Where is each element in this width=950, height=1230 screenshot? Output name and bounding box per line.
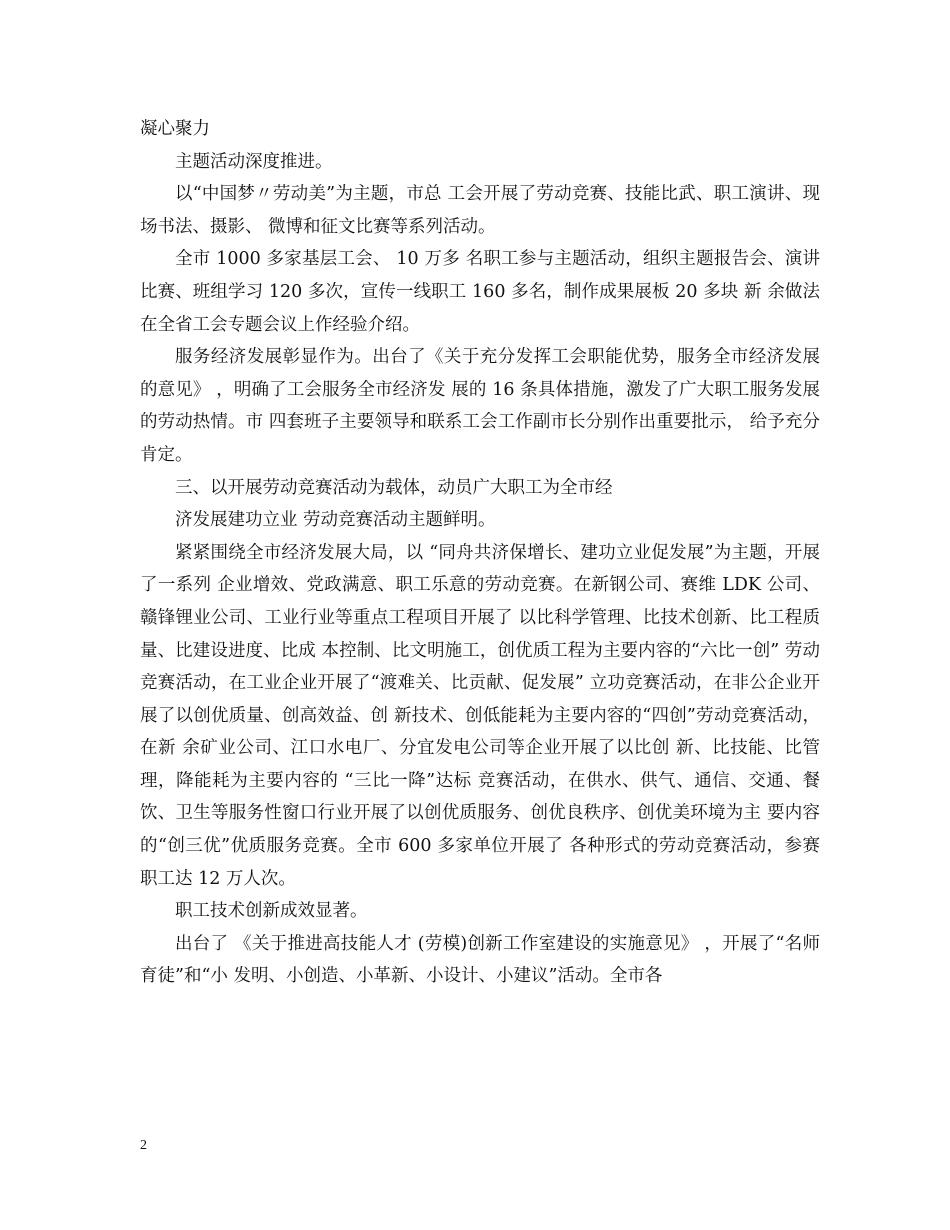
paragraph-2: 主题活动深度推进。 [175,151,333,172]
paragraph-3: 以“中国梦〃劳动美”为主题，市总 工会开展了劳动竞赛、技能比武、职工演讲、现场书法、摄影、 微博和征文比赛等系列活动。 [140,184,820,237]
paragraph-9: 职工技术创新成效显著。 [175,901,368,922]
paragraph-6: 三、以开展劳动竞赛活动为载体，动员广大职工为全市经 [175,477,613,498]
paragraph-8: 紧紧围绕全市经济发展大局，以 “同舟共济保增长、建功立业促发展”为主题，开展了一系列 企业增效、党政满意、职工乐意的劳动竞赛。在新钢公司、赛维 LDK 公司、赣锋锂业公司、工业行业等重点工程项目开展了 以比科学管理、比技术创新、比工程质量、比建设进度、比成 本控制、比文明施工，创优质工程为主要内容的“六比一创” 劳动竞赛活动，在工业企业开展了“渡难关、比贡献、促发展” 立功竞赛活动，在非公企业开展了以创优质量、创高效益、创 新技术、创低能耗为主要内容的“四创”劳动竞赛活动，在新 余矿业公司、江口水电厂、分宜发电公司等企业开展了以比创 新、比技能、比管理，降能耗为主要内容的 “三比一降”达标 竞赛活动，在供水、供气、通信、交通、餐饮、卫生等服务性窗口行业开展了以创优质服务、创优良秩序、创优美环境为主 要内容的“创三优”优质服务竞赛。全市 600 多家单位开展了 各种形式的劳动竞赛活动，参赛职工达 12 万人次。 [140,542,820,889]
paragraph-10: 出台了 《关于推进高技能人才 (劳模)创新工作室建设的实施意见》 ，开展了“名师育徒”和“小 发明、小创造、小革新、小设计、小建议”活动。全市各 [140,933,820,987]
paragraph-5: 服务经济发展彰显作为。出台了《关于充分发挥工会职能优势，服务全市经济发展的意见》 ，明确了工会服务全市经济发 展的 16 条具体措施，激发了广大职工服务发展的劳动热情。市 四套班子主要领导和联系工会工作副市长分别作出重要批示， 给予充分肯定。 [140,347,820,465]
document-body [140,113,820,993]
paragraph-1: 凝心聚力 [140,119,210,139]
paragraph-4: 全市 1000 多家基层工会、 10 万多 名职工参与主题活动，组织主题报告会、演讲比赛、班组学习 120 多次，宣传一线职工 160 多名，制作成果展板 20 多块 新 余做法在全省工会专题会议上作经验介绍。 [140,249,820,335]
paragraph-7: 济发展建功立业 劳动竞赛活动主题鲜明。 [175,510,496,531]
page-number: 2 [140,1138,147,1153]
